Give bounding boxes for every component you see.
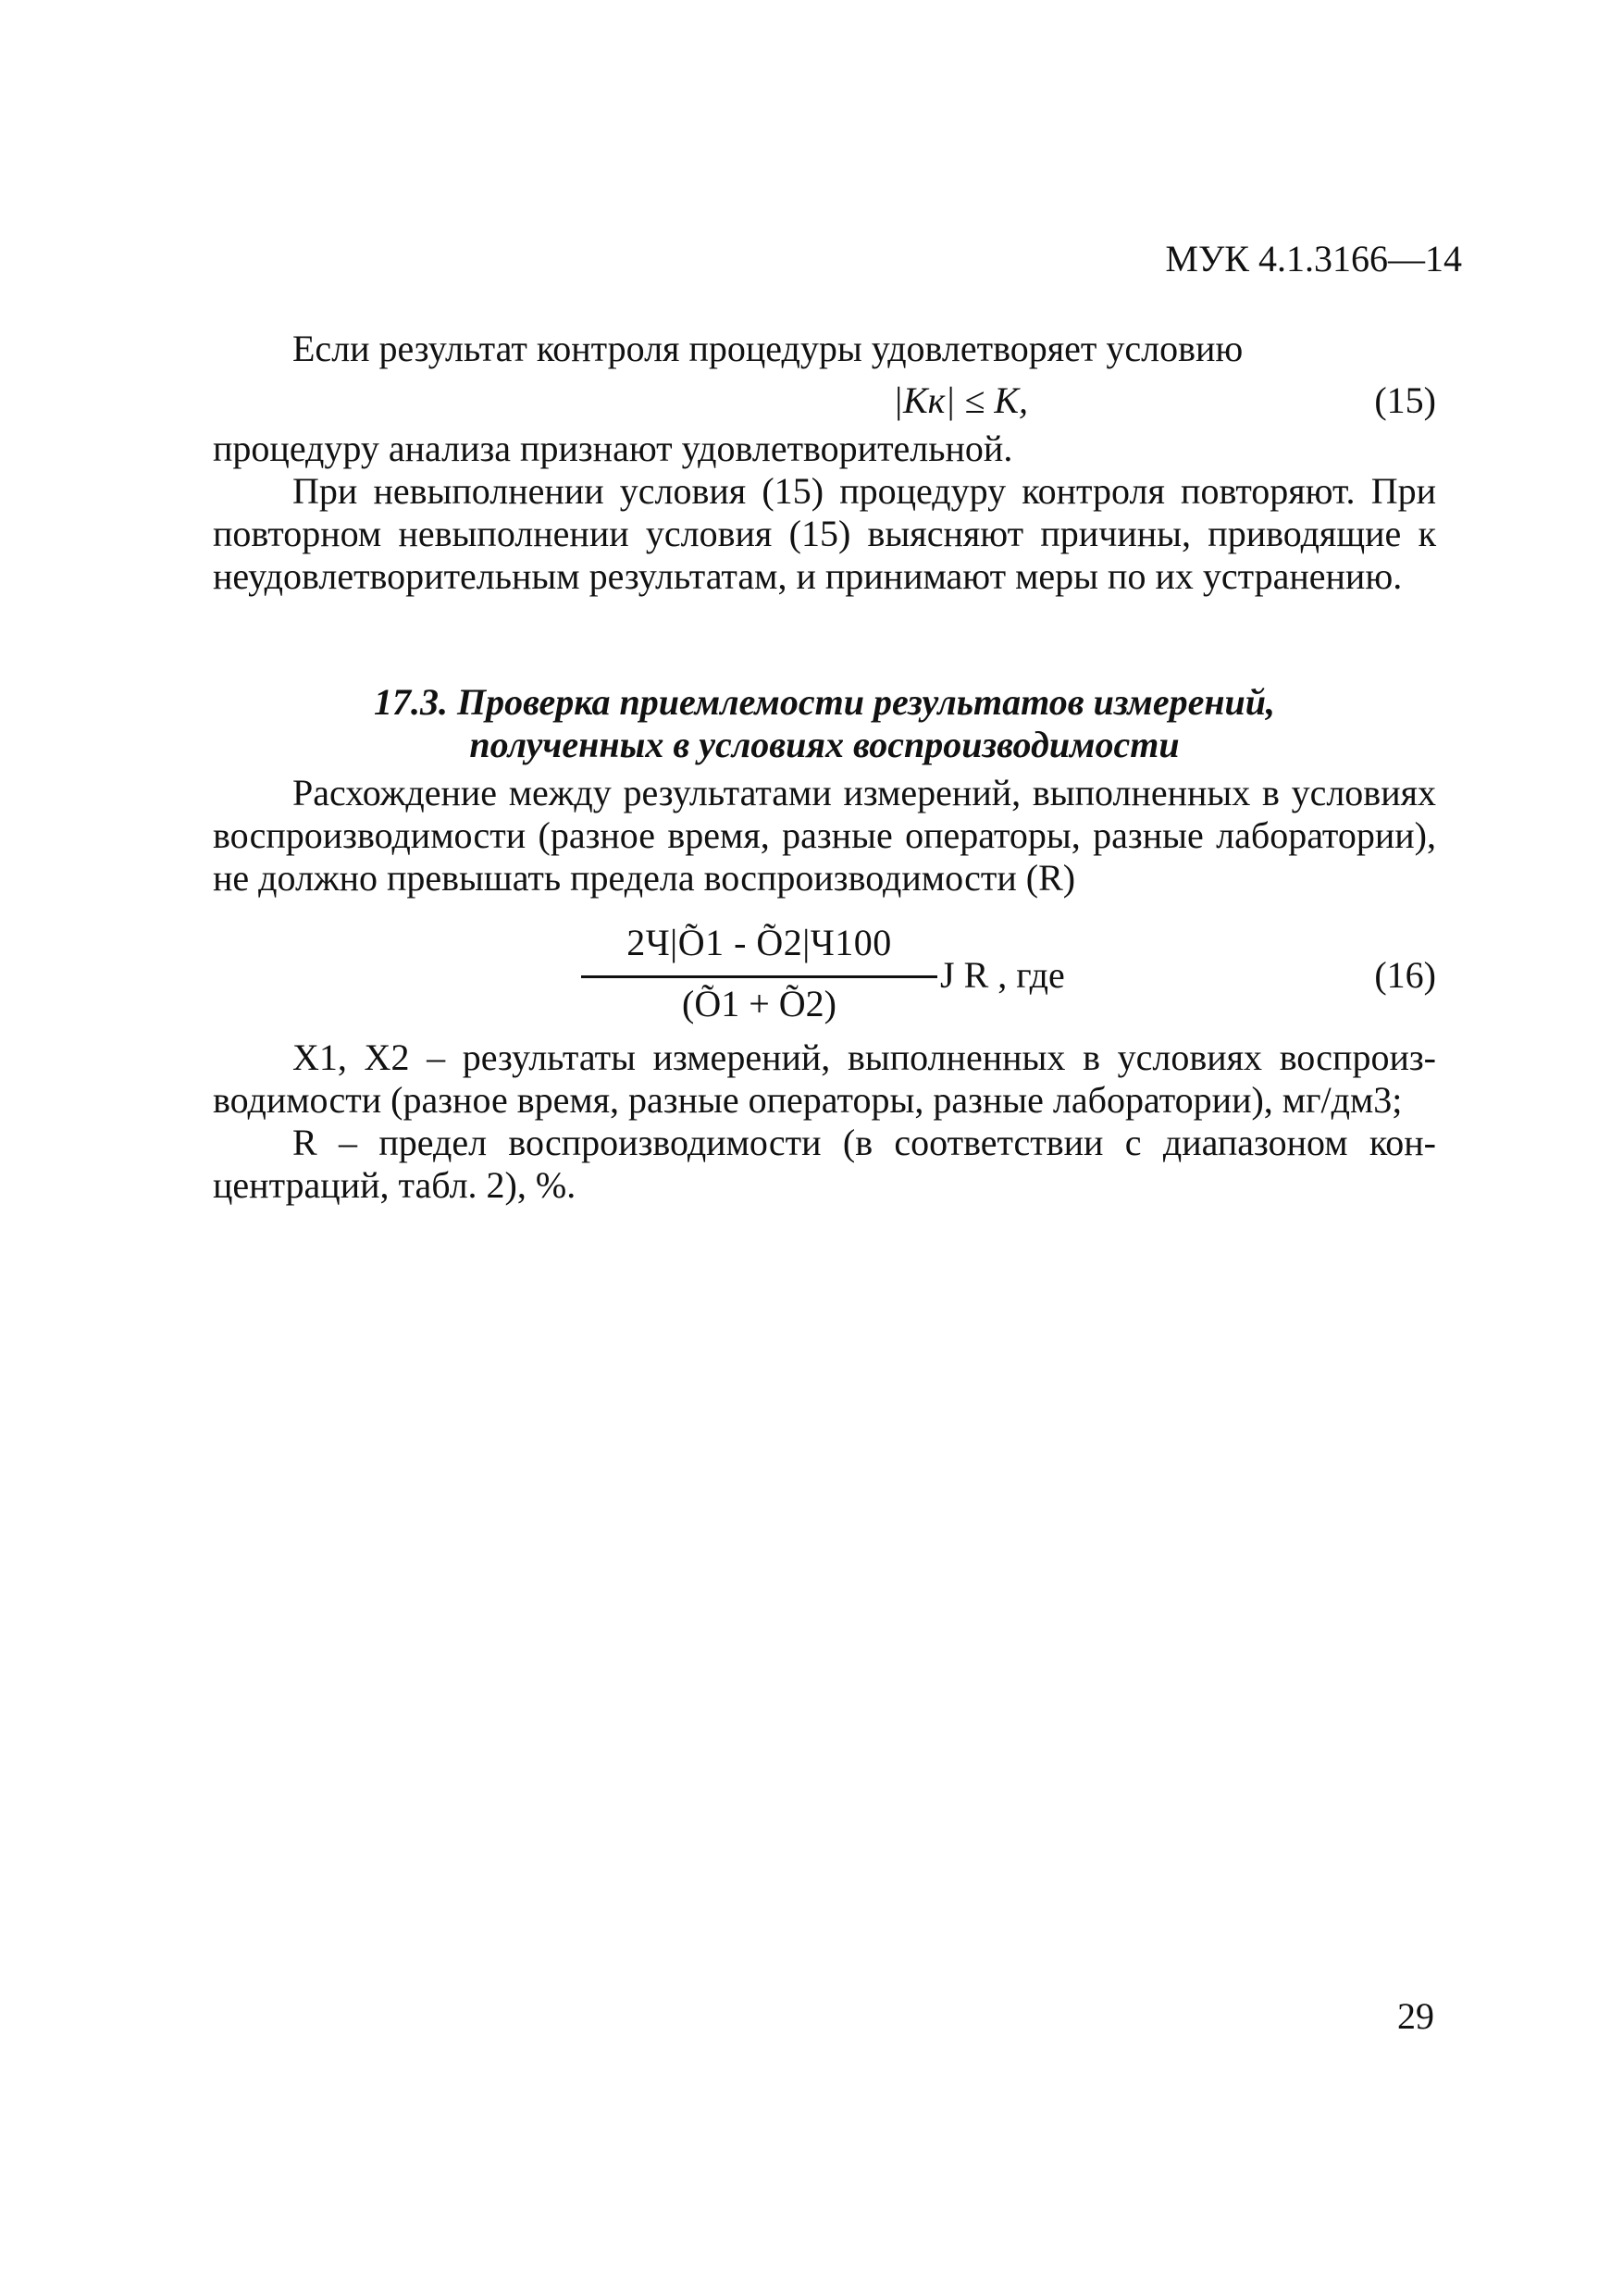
- formula-16-fraction: [581, 918, 937, 1029]
- fraction-bar: [581, 975, 937, 978]
- paragraph-reproducibility: Расхождение между результатами измерений, выполненных в условиях воспроизводимости (разное время, разные операторы, разные лаборатории), не должно превышать предела воспроизводимости (R): [213, 772, 1436, 899]
- document-code: МУК 4.1.3166—14: [1165, 238, 1462, 279]
- formula-16-numerator: 2Ч|Õ1 - Õ2|Ч100: [626, 922, 892, 963]
- paragraph-conclusion: процедуру анализа признают удовлетворительной.: [213, 428, 1013, 469]
- formula-16-relation: J R , где: [940, 954, 1065, 996]
- section-title: [213, 681, 1436, 766]
- paragraph-repeat: При невыполнении условия (15) процедуру контроля повторяют. При повторном невыполнении условия (15) выясняют причины, приводящие к неудовлетворительным результатам, и принимают меры по их устранению.: [213, 470, 1436, 597]
- paragraph-intro: Если результат контроля процедуры удовлетворяет условию: [292, 328, 1244, 369]
- section-title-line-1: 17.3. Проверка приемлемости результатов измерений,: [373, 681, 1276, 723]
- formula-15-number: (15): [1374, 379, 1436, 421]
- reproducibility-text-block: [213, 772, 1436, 900]
- section-title-line-2: полученных в условиях воспроизводимости: [469, 724, 1180, 765]
- main-text-block-1: [213, 428, 1436, 598]
- page-number: 29: [1397, 1995, 1434, 2037]
- definition-r: R – предел воспроизводимости (в соответствии с диапазоном концентраций, табл. 2), %.: [213, 1122, 1436, 1206]
- definitions-block: [213, 1036, 1436, 1207]
- formula-16-number: (16): [1374, 954, 1436, 996]
- definition-x: X1, X2 – результаты измерений, выполненных в условиях воспроизводимости (разное время, разные операторы, разные лаборатории), мг/дм3;: [213, 1036, 1436, 1121]
- formula-15: [213, 377, 1436, 425]
- paragraph-intro-block: [213, 328, 1436, 370]
- formula-16-denominator: (Õ1 + Õ2): [682, 983, 836, 1024]
- formula-15-expression: |Kк| ≤ K,: [893, 379, 1029, 421]
- formula-16: [213, 918, 1436, 1029]
